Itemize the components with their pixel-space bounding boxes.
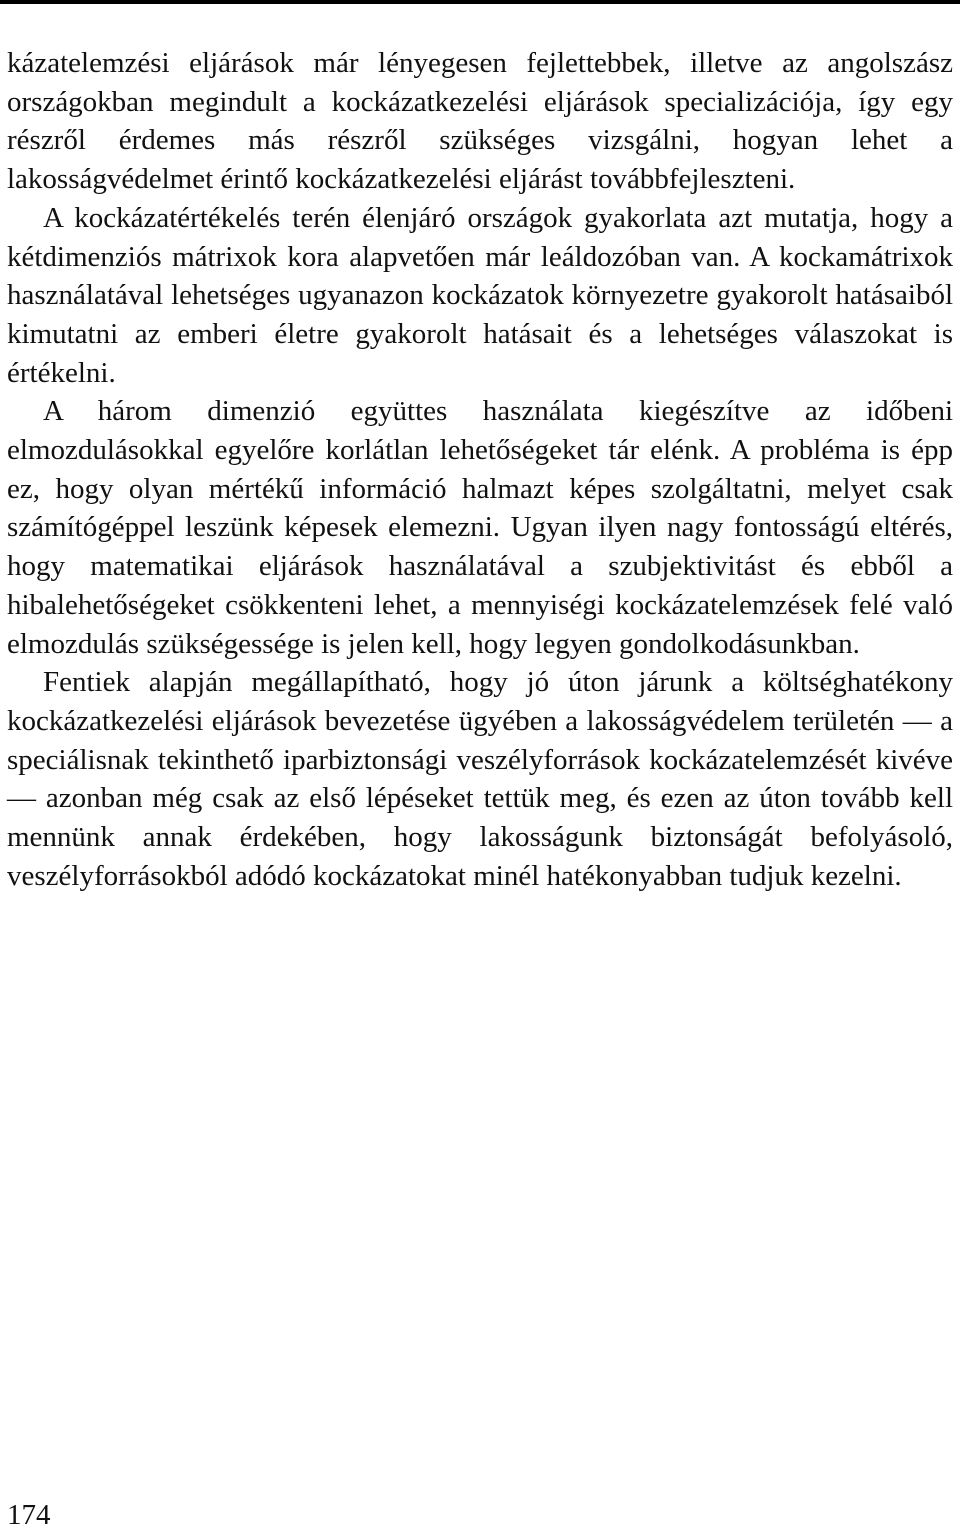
paragraph-3: A három dimenzió együttes használata kiegészítve az időbeni elmozdulásokkal egyelőre korlátlan lehetőségeket tár elénk. A probléma is épp ez, hogy olyan mértékű információ halmazt képes szolgáltatni, melyet csak számítógéppel leszünk képesek elemezni. Ugyan ilyen nagy fontosságú eltérés, hogy matematikai eljárások használatával a szubjektivitást és ebből a hibalehetőségeket csökkenteni lehet, a mennyiségi kockázatelemzések felé való elmozdulás szükségessége is jelen kell, hogy legyen gondolkodásunkban. bbox=[7, 395, 953, 660]
paragraph-2: A kockázatértékelés terén élenjáró országok gyakorlata azt mutatja, hogy a kétdimenziós mátrixok kora alapvetően már leáldozóban van. A kockamátrixok használatával lehetséges ugyanazon kockázatok környezetre gyakorolt hatásaiból kimutatni az emberi életre gyakorolt hatásait és a lehetséges válaszokat is értékelni. bbox=[7, 201, 953, 389]
paragraph-1: kázatelemzési eljárások már lényegesen fejlettebbek, illetve az angolszász országokban megindult a kockázatkezelési eljárások specializációja, így egy részről érdemes más részről szükséges vizsgálni, hogyan lehet a lakosságvédelmet érintő kockázatkezelési eljárást továbbfejleszteni. bbox=[7, 47, 953, 196]
paragraph-4: Fentiek alapján megállapítható, hogy jó úton járunk a költséghatékony kockázatkezelési eljárások bevezetése ügyében a lakosságvédelem területén — a speciálisnak tekinthető iparbiztonsági veszélyforrások kockázatelemzését kivéve — azonban még csak az első lépéseket tettük meg, és ezen az úton tovább kell mennünk annak érdekében, hogy lakosságunk biztonságát befolyásoló, veszélyforrásokból adódó kockázatokat minél hatékonyabban tudjuk kezelni. bbox=[7, 666, 953, 892]
body-text bbox=[7, 44, 953, 895]
page-number: 174 bbox=[7, 1499, 51, 1531]
top-rule bbox=[0, 0, 960, 4]
